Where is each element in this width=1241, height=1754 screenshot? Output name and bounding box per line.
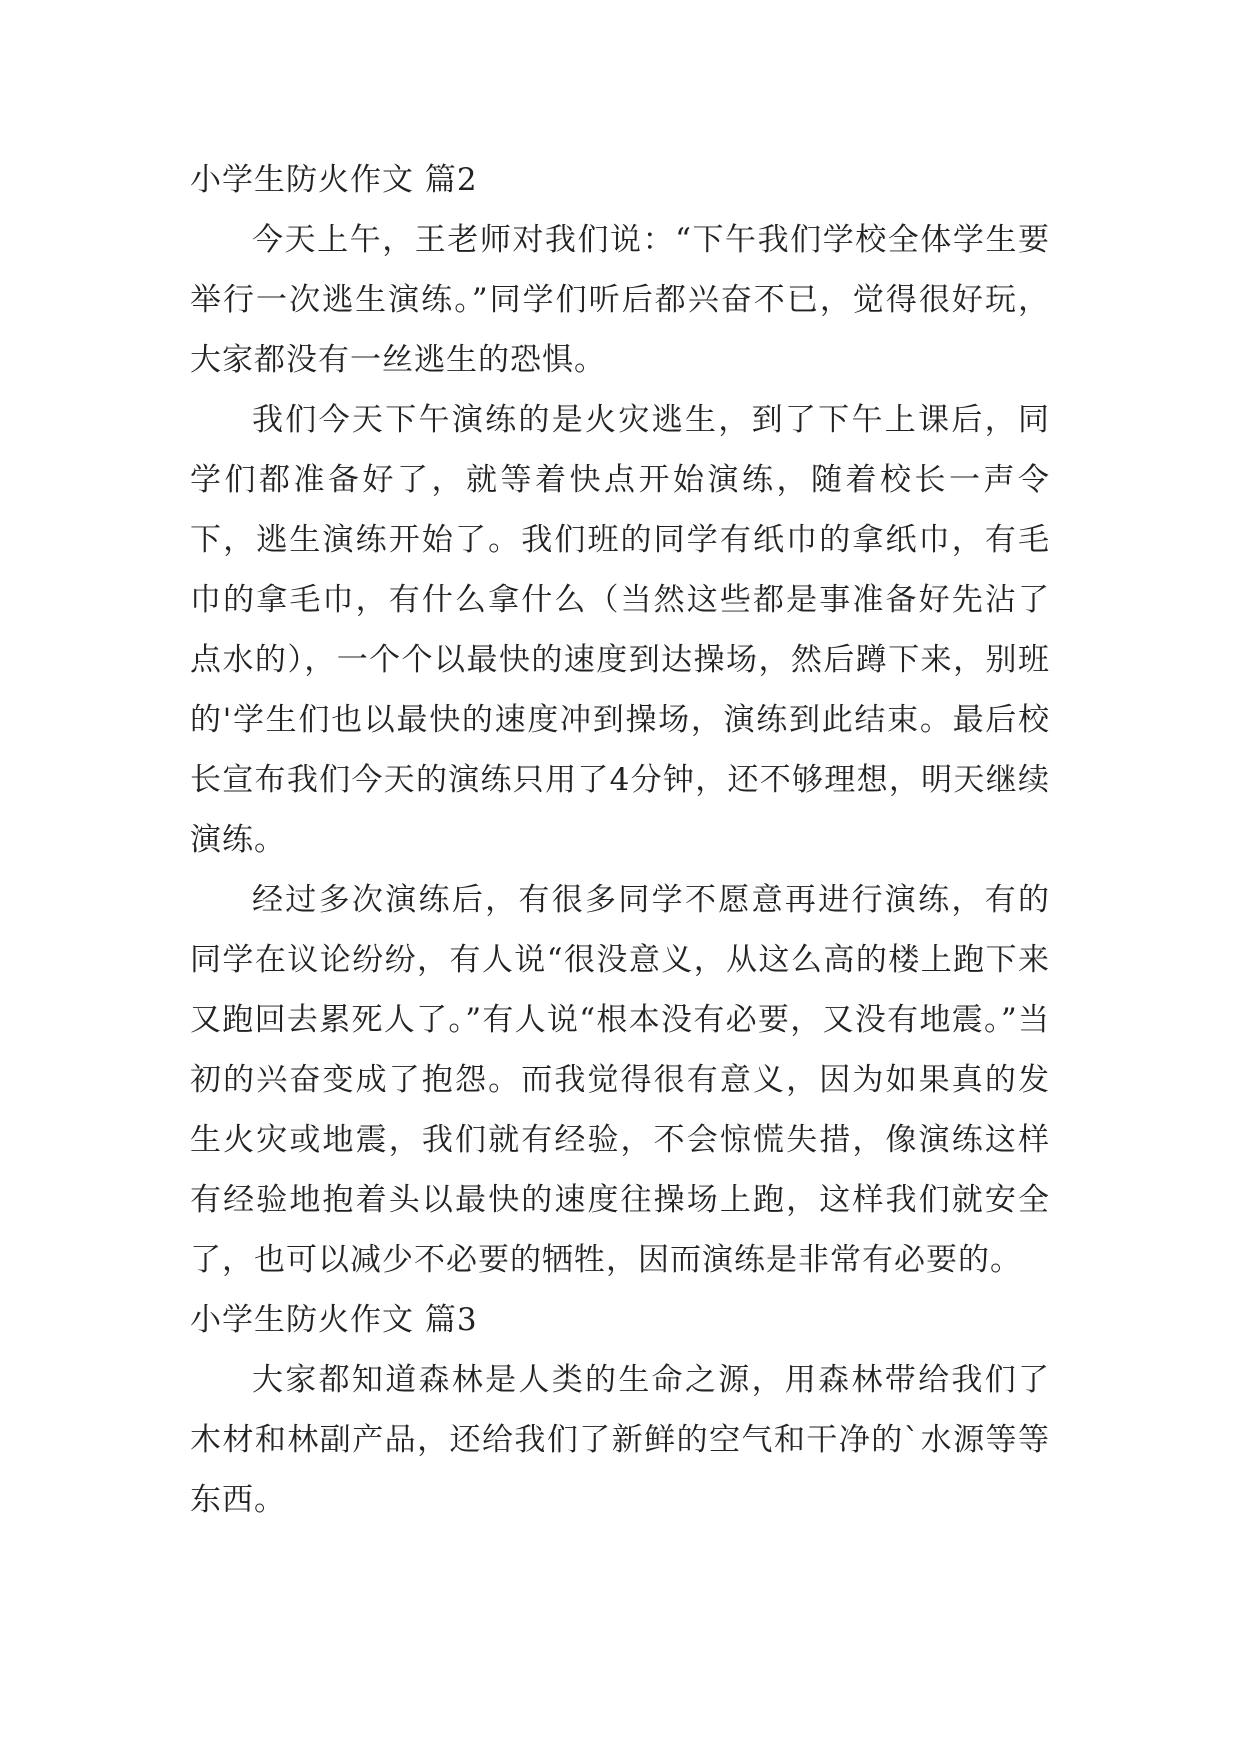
- section-heading: 小学生防火作文 篇2: [190, 162, 478, 198]
- paragraph: 大家都知道森林是人类的生命之源，用森林带给我们了木材和林副产品，还给我们了新鲜的空气和干净的`水源等等东西。: [190, 1362, 1050, 1518]
- essay-section-2: [190, 150, 1050, 1290]
- paragraph: 我们今天下午演练的是火灾逃生，到了下午上课后，同学们都准备好了，就等着快点开始演练，随着校长一声令下，逃生演练开始了。我们班的同学有纸巾的拿纸巾，有毛巾的拿毛巾，有什么拿什么（当然这些都是事准备好先沾了点水的），一个个以最快的速度到达操场，然后蹲下来，别班的'学生们也以最快的速度冲到操场，演练到此结束。最后校长宣布我们今天的演练只用了4分钟，还不够理想，明天继续演练。: [190, 402, 1050, 858]
- paragraph: 今天上午，王老师对我们说：“下午我们学校全体学生要举行一次逃生演练。”同学们听后都兴奋不已，觉得很好玩，大家都没有一丝逃生的恐惧。: [190, 222, 1050, 378]
- section-heading: 小学生防火作文 篇3: [190, 1302, 478, 1338]
- essay-section-3: [190, 1290, 1050, 1530]
- document-page: [190, 150, 1050, 1530]
- paragraph: 经过多次演练后，有很多同学不愿意再进行演练，有的同学在议论纷纷，有人说“很没意义，从这么高的楼上跑下来又跑回去累死人了。”有人说“根本没有必要，又没有地震。”当初的兴奋变成了抱怨。而我觉得很有意义，因为如果真的发生火灾或地震，我们就有经验，不会惊慌失措，像演练这样有经验地抱着头以最快的速度往操场上跑，这样我们就安全了，也可以减少不必要的牺牲，因而演练是非常有必要的。: [190, 882, 1050, 1278]
